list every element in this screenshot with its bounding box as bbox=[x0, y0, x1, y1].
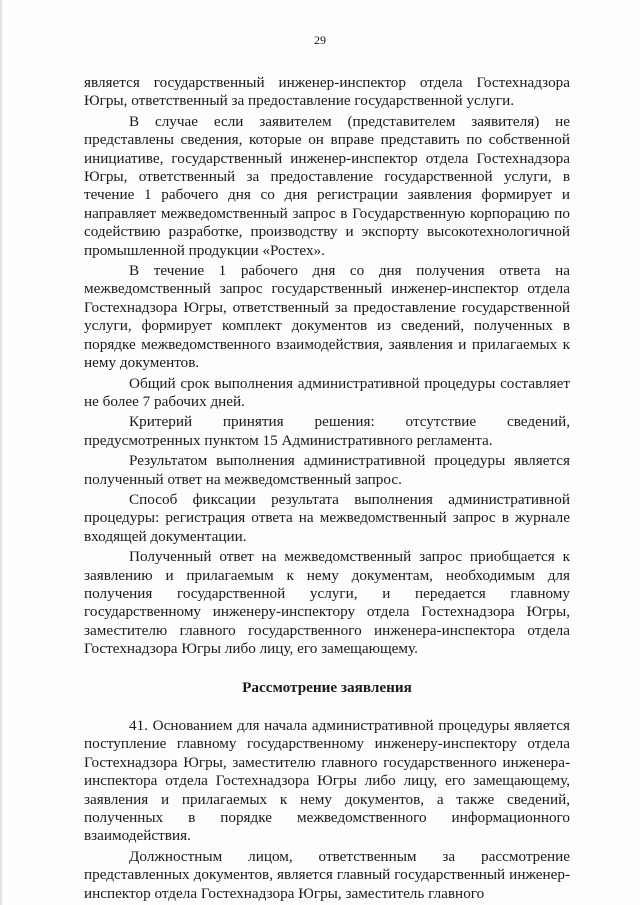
paragraph-responsible-official: Должностным лицом, ответственным за рассмотрение представленных документов, является главный государственный инженер-инспектор отдела Гостехнадзора Югры, заместитель главного bbox=[84, 847, 570, 902]
scan-edge-shadow bbox=[0, 0, 3, 905]
paragraph-result: Результатом выполнения административной процедуры является полученный ответ на межведомственный запрос. bbox=[84, 452, 570, 488]
document-body bbox=[84, 74, 570, 905]
paragraph-total-term: Общий срок выполнения административной процедуры составляет не более 7 рабочих дней. bbox=[84, 374, 570, 410]
paragraph-decision-criterion: Критерий принятия решения: отсутствие сведений, предусмотренных пунктом 15 Административного регламента. bbox=[84, 413, 570, 449]
paragraph-continuation: является государственный инженер-инспектор отдела Гостехнадзора Югры, ответственный за предоставление государственной услуги. bbox=[84, 74, 570, 110]
paragraph-result-fixation: Способ фиксации результата выполнения административной процедуры: регистрация ответа на межведомственный запрос в журнале входящей документации. bbox=[84, 490, 570, 545]
paragraph-item-41: 41. Основанием для начала административной процедуры является поступление главному государственному инженеру-инспектору отдела Гостехнадзора Югры, заместителю главного государственного инженера-инспектора отдела Гостехнадзора Югры либо лицу, его замещающему, заявления и прилагаемых к нему документов, а также сведений, полученных в порядке межведомственного информационного взаимодействия. bbox=[84, 717, 570, 845]
paragraph-response-transfer: Полученный ответ на межведомственный запрос приобщается к заявлению и прилагаемым к нему документам, необходимым для получения государственной услуги, и передается главному государственному инженеру-инспектору отдела Гостехнадзора Югры, заместителю главного государственного инженера-инспектора отдела Гостехнадзора Югры либо лицу, его замещающему. bbox=[84, 548, 570, 658]
page-number: 29 bbox=[314, 33, 326, 47]
section-heading: Рассмотрение заявления bbox=[242, 678, 412, 696]
paragraph-interagency-request: В случае если заявителем (представителем заявителя) не представлены сведения, которые он вправе представить по собственной инициативе, государственный инженер-инспектор отдела Гостехнадзора Югры, ответственный за предоставление государственной услуги, в течение 1 рабочего дня со дня регистрации заявления формирует и направляет межведомственный запрос в Государственную корпорацию по содействию разработке, производству и экспорту высокотехнологичной промышленной продукции «Ростех». bbox=[84, 112, 570, 259]
paragraph-document-set: В течение 1 рабочего дня со дня получения ответа на межведомственный запрос государственный инженер-инспектор отдела Гостехнадзора Югры, ответственный за предоставление государственной услуги, формирует комплект документов из сведений, полученных в порядке межведомственного взаимодействия, заявления и прилагаемых к нему документов. bbox=[84, 262, 570, 372]
